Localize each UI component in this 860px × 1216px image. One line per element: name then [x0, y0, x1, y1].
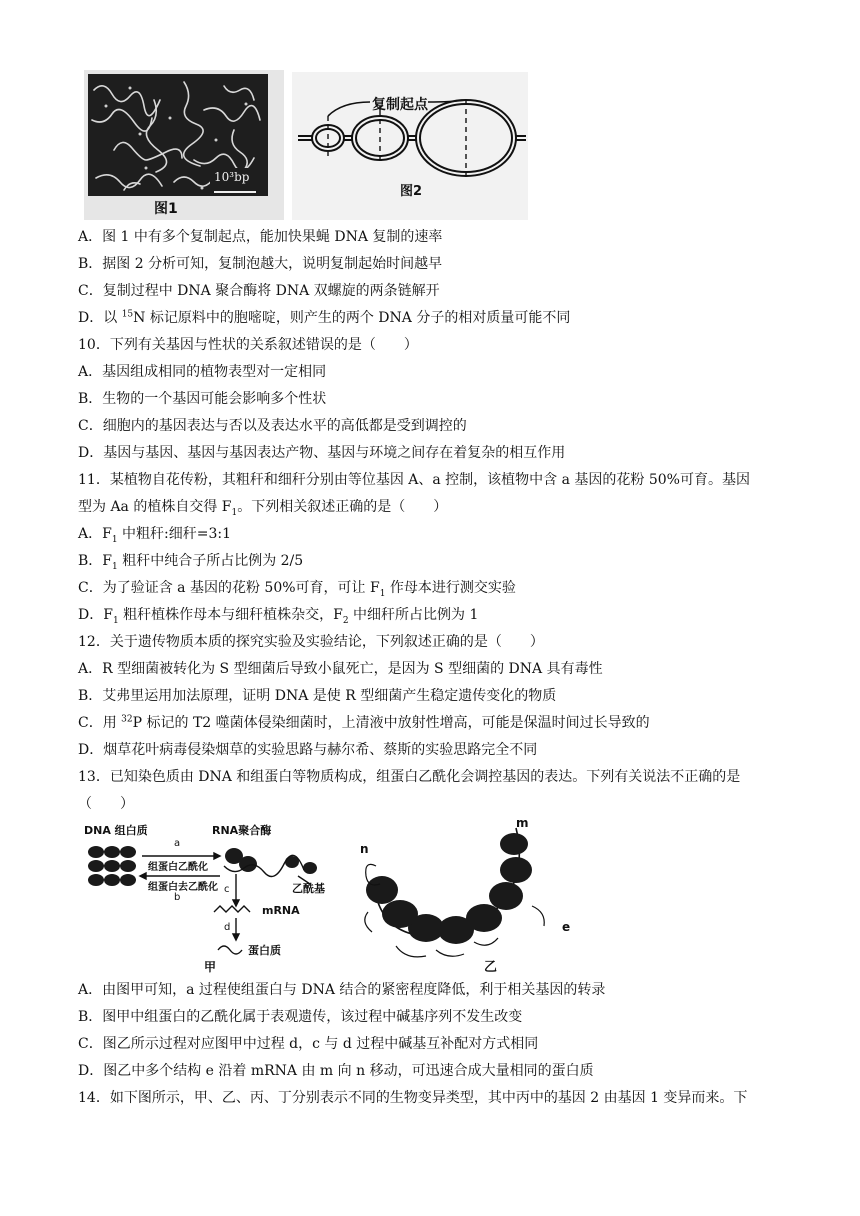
jia-b-label: b [174, 892, 181, 903]
jia-dna-protein-label: DNA 组白质 [84, 824, 148, 837]
q11-stem-line2: 型为 Aa 的植株自交得 $F_1$。下列相关叙述正确的是（ ） [78, 499, 448, 518]
q13-option-c: C．图乙所示过程对应图甲中过程 d，c 与 d 过程中碱基互补配对方式相同 [78, 1036, 539, 1052]
q10-option-d: D．基因与基因、基因与基因表达产物、基因与环境之间存在着复杂的相互作用 [78, 445, 566, 461]
jia-c-label: c [224, 884, 230, 895]
q11-stem-line1: 11．某植物自花传粉，其粗秆和细秆分别由等位基因 A、a 控制，该植物中含 a 基因的花粉 50%可育。基因 [78, 472, 750, 488]
jia-mrna-label: mRNA [262, 904, 300, 917]
figure-1-micrograph [84, 70, 284, 220]
q13-stem-line2: （ ） [78, 796, 134, 812]
jia-protein-label: 蛋白质 [248, 944, 281, 957]
q13-option-b: B．图甲中组蛋白的乙酰化属于表观遗传，该过程中碱基序列不发生改变 [78, 1009, 523, 1025]
fig2-caption: 图2 [400, 184, 423, 199]
yi-m-label: m [516, 816, 529, 830]
yi-caption: 乙 [484, 960, 498, 975]
q10-stem: 10．下列有关基因与性状的关系叙述错误的是（ ） [78, 337, 418, 353]
q13-option-a: A．由图甲可知，a 过程使组蛋白与 DNA 结合的紧密程度降低，利于相关基因的转录 [78, 982, 606, 998]
jia-a-label: a [174, 838, 181, 849]
yi-e-label: e [562, 920, 571, 934]
q10-option-c: C．细胞内的基因表达与否以及表达水平的高低都是受到调控的 [78, 418, 467, 434]
q13-option-d: D．图乙中多个结构 e 沿着 mRNA 由 m 向 n 移动，可迅速合成大量相同的蛋白质 [78, 1063, 594, 1079]
fig1-caption: 图1 [154, 201, 178, 217]
jia-deacetylation-label: 组蛋白去乙酰化 [148, 882, 218, 893]
q9-option-c: C．复制过程中 DNA 聚合酶将 DNA 双螺旋的两条链解开 [78, 283, 440, 299]
q10-option-b: B．生物的一个基因可能会影响多个性状 [78, 391, 327, 407]
jia-acetyl-label: 乙酰基 [292, 882, 325, 895]
chromatin-diagram [84, 818, 344, 974]
polyribosome-diagram [356, 816, 586, 976]
q13-stem-line1: 13．已知染色质由 DNA 和组蛋白等物质构成，组蛋白乙酰化会调控基因的表达。下列有关说法不正确的是 [78, 769, 741, 785]
q11-option-d: D．$F_1$ 粗秆植株作母本与细秆植株杂交，$F_2$ 中细秆所占比例为 1 [78, 607, 479, 626]
q11-option-a: A．$F_1$ 中粗秆:细秆=3:1 [78, 526, 231, 545]
q9-option-a: A．图 1 中有多个复制起点，能加快果蝇 DNA 复制的速率 [78, 229, 443, 245]
q12-stem: 12．关于遗传物质本质的探究实验及实验结论，下列叙述正确的是（ ） [78, 634, 544, 650]
q11-option-b: B．$F_1$ 粗秆中纯合子所占比例为 2/5 [78, 553, 304, 572]
figure-yi-polyribosome [356, 816, 586, 976]
figure-jia-chromatin [84, 818, 344, 974]
jia-caption: 甲 [204, 960, 217, 974]
q14-stem: 14．如下图所示，甲、乙、丙、丁分别表示不同的生物变异类型，其中丙中的基因 2 由基因 1 变异而来。下 [78, 1090, 748, 1106]
q11-option-c: C．为了验证含 a 基因的花粉 50%可育，可让 $F_1$ 作母本进行测交实验 [78, 580, 516, 599]
q9-option-b: B．据图 2 分析可知，复制泡越大，说明复制起始时间越早 [78, 256, 443, 272]
micrograph-image [84, 70, 284, 220]
jia-d-label: d [224, 922, 231, 933]
fig1-scale-label: 10³bp [214, 170, 250, 184]
q12-option-a: A．R 型细菌被转化为 S 型细菌后导致小鼠死亡，是因为 S 型细菌的 DNA 具有毒性 [78, 661, 603, 677]
jia-rna-polymerase-label: RNA聚合酶 [212, 824, 272, 837]
yi-n-label: n [360, 842, 369, 856]
q12-option-b: B．艾弗里运用加法原理，证明 DNA 是使 R 型细菌产生稳定遗传变化的物质 [78, 688, 557, 704]
jia-acetylation-label: 组蛋白乙酰化 [148, 862, 208, 873]
q9-option-d: D．以 $^{15}$N 标记原料中的胞嘧啶，则产生的两个 DNA 分子的相对质量可能不同 [78, 309, 571, 326]
q12-option-d: D．烟草花叶病毒侵染烟草的实验思路与赫尔希、蔡斯的实验思路完全不同 [78, 742, 538, 758]
q10-option-a: A．基因组成相同的植物表型对一定相同 [78, 364, 327, 380]
figure-2-replication-bubbles [292, 72, 528, 220]
replication-origin-label: 复制起点 [372, 97, 428, 113]
q12-option-c: C．用 $^{32}$P 标记的 T2 噬菌体侵染细菌时，上清液中放射性增高，可能是保温时间过长导致的 [78, 714, 650, 731]
